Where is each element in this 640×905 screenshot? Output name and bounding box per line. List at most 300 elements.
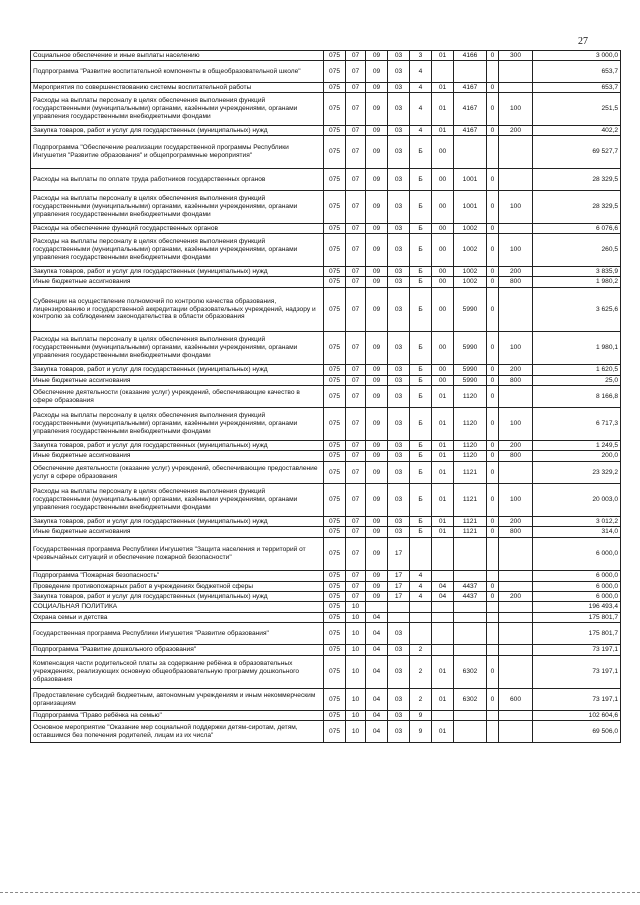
subsection-code-cell: 04 bbox=[366, 689, 388, 711]
direction-code-cell: 1002 bbox=[454, 234, 487, 267]
admin-code-cell: 075 bbox=[324, 517, 346, 527]
section-code-cell: 07 bbox=[346, 376, 366, 386]
admin-code-cell: 075 bbox=[324, 645, 346, 656]
subsection-code-cell: 09 bbox=[366, 288, 388, 332]
subsection-code-cell: 09 bbox=[366, 408, 388, 441]
table-row bbox=[31, 408, 621, 441]
table-row bbox=[31, 191, 621, 224]
expense-type-cell bbox=[499, 645, 533, 656]
admin-code-cell: 075 bbox=[324, 365, 346, 376]
subsection-code-cell: 09 bbox=[366, 83, 388, 93]
subprogram-code-cell: Б bbox=[410, 376, 432, 386]
section-code-cell: 10 bbox=[346, 689, 366, 711]
direction-code-cell: 1120 bbox=[454, 408, 487, 441]
program-code-cell: 03 bbox=[388, 527, 410, 538]
subprogram-code-cell: 4 bbox=[410, 93, 432, 126]
program-code-cell: 03 bbox=[388, 408, 410, 441]
direction-code-cell bbox=[454, 602, 487, 613]
program-code-cell: 03 bbox=[388, 386, 410, 408]
section-code-cell: 07 bbox=[346, 484, 366, 517]
section-code-cell: 07 bbox=[346, 386, 366, 408]
expense-type-cell bbox=[499, 623, 533, 645]
row-name-cell: Предоставление субсидий бюджетным, автономным учреждениям и иным некоммерческим организациям bbox=[31, 689, 324, 711]
subsection-code-cell: 09 bbox=[366, 267, 388, 277]
subprogram-code-cell: 9 bbox=[410, 721, 432, 743]
table-row bbox=[31, 613, 621, 623]
expense-type-cell: 100 bbox=[499, 234, 533, 267]
program-code-cell: 03 bbox=[388, 689, 410, 711]
expense-type-cell bbox=[499, 224, 533, 234]
table-row bbox=[31, 332, 621, 365]
activity-code-cell: 00 bbox=[432, 136, 454, 169]
extra-code-cell: 0 bbox=[487, 441, 499, 451]
program-code-cell: 03 bbox=[388, 83, 410, 93]
admin-code-cell: 075 bbox=[324, 721, 346, 743]
extra-code-cell bbox=[487, 571, 499, 582]
activity-code-cell: 00 bbox=[432, 365, 454, 376]
program-code-cell: 03 bbox=[388, 711, 410, 721]
program-code-cell: 03 bbox=[388, 267, 410, 277]
amount-cell: 28 329,5 bbox=[533, 169, 621, 191]
subprogram-code-cell: 4 bbox=[410, 592, 432, 602]
activity-code-cell: 00 bbox=[432, 191, 454, 224]
subsection-code-cell: 09 bbox=[366, 451, 388, 462]
section-code-cell: 07 bbox=[346, 365, 366, 376]
expense-type-cell bbox=[499, 571, 533, 582]
expense-type-cell: 200 bbox=[499, 592, 533, 602]
section-code-cell: 10 bbox=[346, 602, 366, 613]
section-code-cell: 07 bbox=[346, 224, 366, 234]
subsection-code-cell: 09 bbox=[366, 582, 388, 592]
program-code-cell: 03 bbox=[388, 376, 410, 386]
amount-cell: 73 197,1 bbox=[533, 656, 621, 689]
amount-cell: 73 197,1 bbox=[533, 689, 621, 711]
section-code-cell: 07 bbox=[346, 169, 366, 191]
section-code-cell: 07 bbox=[346, 527, 366, 538]
program-code-cell: 03 bbox=[388, 484, 410, 517]
program-code-cell: 03 bbox=[388, 169, 410, 191]
subprogram-code-cell bbox=[410, 613, 432, 623]
program-code-cell: 17 bbox=[388, 571, 410, 582]
program-code-cell: 03 bbox=[388, 61, 410, 83]
extra-code-cell bbox=[487, 61, 499, 83]
program-code-cell: 03 bbox=[388, 51, 410, 61]
section-code-cell: 10 bbox=[346, 656, 366, 689]
program-code-cell: 03 bbox=[388, 234, 410, 267]
activity-code-cell bbox=[432, 623, 454, 645]
admin-code-cell: 075 bbox=[324, 602, 346, 613]
section-code-cell: 07 bbox=[346, 451, 366, 462]
amount-cell: 260,5 bbox=[533, 234, 621, 267]
subsection-code-cell: 09 bbox=[366, 386, 388, 408]
activity-code-cell: 00 bbox=[432, 332, 454, 365]
admin-code-cell: 075 bbox=[324, 386, 346, 408]
subprogram-code-cell: 4 bbox=[410, 61, 432, 83]
direction-code-cell: 4437 bbox=[454, 592, 487, 602]
activity-code-cell: 00 bbox=[432, 169, 454, 191]
section-code-cell: 07 bbox=[346, 288, 366, 332]
activity-code-cell: 01 bbox=[432, 656, 454, 689]
expense-type-cell bbox=[499, 169, 533, 191]
expense-type-cell: 800 bbox=[499, 376, 533, 386]
activity-code-cell: 01 bbox=[432, 126, 454, 136]
subsection-code-cell: 09 bbox=[366, 224, 388, 234]
amount-cell: 653,7 bbox=[533, 83, 621, 93]
admin-code-cell: 075 bbox=[324, 623, 346, 645]
activity-code-cell: 00 bbox=[432, 277, 454, 288]
direction-code-cell: 1120 bbox=[454, 451, 487, 462]
row-name-cell: Расходы на выплаты персоналу в целях обеспечения выполнения функций государственными (муниципальными) органами, казёнными учреждениями, органами управления государственными внебюджетными фондами bbox=[31, 93, 324, 126]
row-name-cell: Субвенции на осуществление полномочий по контролю качества образования, лицензированию и государственной аккредитации образовательных учреждений, надзору и контролю за соблюдением законодательства в области образования bbox=[31, 288, 324, 332]
table-row bbox=[31, 527, 621, 538]
subprogram-code-cell: Б bbox=[410, 365, 432, 376]
subprogram-code-cell bbox=[410, 538, 432, 571]
direction-code-cell: 5990 bbox=[454, 288, 487, 332]
activity-code-cell bbox=[432, 571, 454, 582]
amount-cell: 3 000,0 bbox=[533, 51, 621, 61]
admin-code-cell: 075 bbox=[324, 332, 346, 365]
program-code-cell: 17 bbox=[388, 582, 410, 592]
amount-cell: 6 000,0 bbox=[533, 538, 621, 571]
amount-cell: 6 717,3 bbox=[533, 408, 621, 441]
section-code-cell: 07 bbox=[346, 234, 366, 267]
program-code-cell: 03 bbox=[388, 224, 410, 234]
extra-code-cell: 0 bbox=[487, 288, 499, 332]
row-name-cell: Подпрограмма "Право ребёнка на семью" bbox=[31, 711, 324, 721]
activity-code-cell: 01 bbox=[432, 51, 454, 61]
row-name-cell: Закупка товаров, работ и услуг для государственных (муниципальных) нужд bbox=[31, 517, 324, 527]
extra-code-cell: 0 bbox=[487, 234, 499, 267]
activity-code-cell: 01 bbox=[432, 721, 454, 743]
direction-code-cell bbox=[454, 623, 487, 645]
direction-code-cell bbox=[454, 613, 487, 623]
direction-code-cell: 1001 bbox=[454, 191, 487, 224]
subprogram-code-cell: Б bbox=[410, 169, 432, 191]
amount-cell: 200,0 bbox=[533, 451, 621, 462]
expense-type-cell: 200 bbox=[499, 517, 533, 527]
table-row bbox=[31, 484, 621, 517]
table-row bbox=[31, 462, 621, 484]
section-code-cell: 07 bbox=[346, 93, 366, 126]
row-name-cell: Государственная программа Республики Ингушетия "Защита населения и территорий от чрезвычайных ситуаций и обеспечение пожарной безопасности" bbox=[31, 538, 324, 571]
row-name-cell: Закупка товаров, работ и услуг для государственных (муниципальных) нужд bbox=[31, 592, 324, 602]
direction-code-cell bbox=[454, 571, 487, 582]
expense-type-cell bbox=[499, 288, 533, 332]
row-name-cell: Проведение противопожарных работ в учреждениях бюджетной сферы bbox=[31, 582, 324, 592]
extra-code-cell: 0 bbox=[487, 386, 499, 408]
admin-code-cell: 075 bbox=[324, 484, 346, 517]
amount-cell: 653,7 bbox=[533, 61, 621, 83]
footer-divider bbox=[0, 892, 640, 893]
direction-code-cell: 1002 bbox=[454, 277, 487, 288]
activity-code-cell: 01 bbox=[432, 484, 454, 517]
table-row bbox=[31, 721, 621, 743]
table-row bbox=[31, 267, 621, 277]
amount-cell: 23 329,2 bbox=[533, 462, 621, 484]
activity-code-cell bbox=[432, 602, 454, 613]
table-row bbox=[31, 451, 621, 462]
subprogram-code-cell: Б bbox=[410, 136, 432, 169]
subsection-code-cell: 09 bbox=[366, 527, 388, 538]
table-row bbox=[31, 711, 621, 721]
subsection-code-cell: 04 bbox=[366, 645, 388, 656]
subsection-code-cell: 09 bbox=[366, 484, 388, 517]
subprogram-code-cell: Б bbox=[410, 527, 432, 538]
direction-code-cell: 1120 bbox=[454, 386, 487, 408]
table-row bbox=[31, 288, 621, 332]
expense-type-cell bbox=[499, 613, 533, 623]
table-row bbox=[31, 571, 621, 582]
row-name-cell: Расходы на выплаты персоналу в целях обеспечения выполнения функций государственными (муниципальными) органами, казёнными учреждениями, органами управления государственными внебюджетными фондами bbox=[31, 332, 324, 365]
subsection-code-cell: 09 bbox=[366, 332, 388, 365]
section-code-cell: 07 bbox=[346, 592, 366, 602]
table-row bbox=[31, 234, 621, 267]
activity-code-cell: 01 bbox=[432, 408, 454, 441]
admin-code-cell: 075 bbox=[324, 169, 346, 191]
program-code-cell: 03 bbox=[388, 451, 410, 462]
table-row bbox=[31, 61, 621, 83]
amount-cell: 175 801,7 bbox=[533, 613, 621, 623]
expense-type-cell bbox=[499, 602, 533, 613]
admin-code-cell: 075 bbox=[324, 277, 346, 288]
amount-cell: 6 000,0 bbox=[533, 592, 621, 602]
subsection-code-cell: 09 bbox=[366, 277, 388, 288]
subprogram-code-cell: Б bbox=[410, 462, 432, 484]
expense-type-cell bbox=[499, 83, 533, 93]
expense-type-cell: 800 bbox=[499, 527, 533, 538]
activity-code-cell: 01 bbox=[432, 527, 454, 538]
expense-type-cell bbox=[499, 61, 533, 83]
amount-cell: 196 493,4 bbox=[533, 602, 621, 613]
extra-code-cell bbox=[487, 602, 499, 613]
section-code-cell: 07 bbox=[346, 51, 366, 61]
expense-type-cell: 100 bbox=[499, 484, 533, 517]
extra-code-cell: 0 bbox=[487, 365, 499, 376]
program-code-cell: 03 bbox=[388, 191, 410, 224]
subsection-code-cell: 09 bbox=[366, 592, 388, 602]
program-code-cell: 03 bbox=[388, 126, 410, 136]
subsection-code-cell: 09 bbox=[366, 234, 388, 267]
amount-cell: 73 197,1 bbox=[533, 645, 621, 656]
admin-code-cell: 075 bbox=[324, 408, 346, 441]
subsection-code-cell: 09 bbox=[366, 93, 388, 126]
extra-code-cell: 0 bbox=[487, 517, 499, 527]
program-code-cell: 03 bbox=[388, 645, 410, 656]
subsection-code-cell: 09 bbox=[366, 136, 388, 169]
subsection-code-cell: 09 bbox=[366, 169, 388, 191]
table-row bbox=[31, 376, 621, 386]
activity-code-cell: 00 bbox=[432, 224, 454, 234]
activity-code-cell: 01 bbox=[432, 462, 454, 484]
amount-cell: 6 000,0 bbox=[533, 571, 621, 582]
row-name-cell: Социальное обеспечение и иные выплаты населению bbox=[31, 51, 324, 61]
subprogram-code-cell: Б bbox=[410, 277, 432, 288]
table-row bbox=[31, 169, 621, 191]
admin-code-cell: 075 bbox=[324, 51, 346, 61]
amount-cell: 1 980,1 bbox=[533, 332, 621, 365]
extra-code-cell: 0 bbox=[487, 462, 499, 484]
amount-cell: 8 166,8 bbox=[533, 386, 621, 408]
row-name-cell: Компенсация части родительской платы за содержание ребёнка в образовательных учреждениях, реализующих основную общеобразовательную программу дошкольного образования bbox=[31, 656, 324, 689]
row-name-cell: Расходы на выплаты по оплате труда работников государственных органов bbox=[31, 169, 324, 191]
subsection-code-cell: 09 bbox=[366, 376, 388, 386]
activity-code-cell: 01 bbox=[432, 93, 454, 126]
budget-table bbox=[30, 50, 621, 743]
direction-code-cell: 1121 bbox=[454, 517, 487, 527]
table-row bbox=[31, 602, 621, 613]
expense-type-cell bbox=[499, 711, 533, 721]
row-name-cell: Основное мероприятие "Оказание мер социальной поддержки детям-сиротам, детям, оставшимся без попечения родителей, лицам из их числа" bbox=[31, 721, 324, 743]
activity-code-cell: 00 bbox=[432, 288, 454, 332]
table-row bbox=[31, 51, 621, 61]
section-code-cell: 07 bbox=[346, 517, 366, 527]
subsection-code-cell: 04 bbox=[366, 613, 388, 623]
amount-cell: 6 076,6 bbox=[533, 224, 621, 234]
row-name-cell: Иные бюджетные ассигнования bbox=[31, 527, 324, 538]
subsection-code-cell: 09 bbox=[366, 126, 388, 136]
row-name-cell: Иные бюджетные ассигнования bbox=[31, 451, 324, 462]
extra-code-cell: 0 bbox=[487, 582, 499, 592]
row-name-cell: Мероприятия по совершенствованию системы воспитательной работы bbox=[31, 83, 324, 93]
extra-code-cell bbox=[487, 721, 499, 743]
activity-code-cell: 00 bbox=[432, 267, 454, 277]
section-code-cell: 07 bbox=[346, 61, 366, 83]
program-code-cell: 03 bbox=[388, 365, 410, 376]
extra-code-cell: 0 bbox=[487, 83, 499, 93]
program-code-cell bbox=[388, 613, 410, 623]
section-code-cell: 07 bbox=[346, 582, 366, 592]
direction-code-cell: 4167 bbox=[454, 93, 487, 126]
expense-type-cell bbox=[499, 721, 533, 743]
row-name-cell: Расходы на выплаты персоналу в целях обеспечения выполнения функций государственными (муниципальными) органами, казёнными учреждениями, органами управления государственными внебюджетными фондами bbox=[31, 191, 324, 224]
admin-code-cell: 075 bbox=[324, 126, 346, 136]
activity-code-cell: 01 bbox=[432, 517, 454, 527]
row-name-cell: Подпрограмма "Обеспечение реализации государственной программы Республики Ингушетия "Развитие образования" и общепрограммные мероприятия" bbox=[31, 136, 324, 169]
program-code-cell: 03 bbox=[388, 332, 410, 365]
direction-code-cell: 1121 bbox=[454, 484, 487, 517]
subprogram-code-cell: 4 bbox=[410, 582, 432, 592]
section-code-cell: 07 bbox=[346, 332, 366, 365]
program-code-cell: 03 bbox=[388, 288, 410, 332]
row-name-cell: Подпрограмма "Пожарная безопасность" bbox=[31, 571, 324, 582]
program-code-cell: 03 bbox=[388, 721, 410, 743]
extra-code-cell: 0 bbox=[487, 332, 499, 365]
expense-type-cell bbox=[499, 462, 533, 484]
activity-code-cell bbox=[432, 61, 454, 83]
subprogram-code-cell: Б bbox=[410, 484, 432, 517]
row-name-cell: Государственная программа Республики Ингушетия "Развитие образования" bbox=[31, 623, 324, 645]
extra-code-cell: 0 bbox=[487, 656, 499, 689]
extra-code-cell: 0 bbox=[487, 191, 499, 224]
admin-code-cell: 075 bbox=[324, 224, 346, 234]
amount-cell: 69 527,7 bbox=[533, 136, 621, 169]
expense-type-cell: 800 bbox=[499, 277, 533, 288]
extra-code-cell: 0 bbox=[487, 93, 499, 126]
row-name-cell: Расходы на обеспечение функций государственных органов bbox=[31, 224, 324, 234]
table-row bbox=[31, 136, 621, 169]
amount-cell: 3 625,6 bbox=[533, 288, 621, 332]
section-code-cell: 07 bbox=[346, 126, 366, 136]
amount-cell: 25,0 bbox=[533, 376, 621, 386]
expense-type-cell bbox=[499, 386, 533, 408]
extra-code-cell: 0 bbox=[487, 51, 499, 61]
direction-code-cell bbox=[454, 721, 487, 743]
amount-cell: 251,5 bbox=[533, 93, 621, 126]
direction-code-cell: 1120 bbox=[454, 441, 487, 451]
table-row bbox=[31, 645, 621, 656]
row-name-cell: Закупка товаров, работ и услуг для государственных (муниципальных) нужд bbox=[31, 126, 324, 136]
direction-code-cell: 4437 bbox=[454, 582, 487, 592]
table-row bbox=[31, 582, 621, 592]
table-row bbox=[31, 386, 621, 408]
direction-code-cell: 6302 bbox=[454, 656, 487, 689]
table-row bbox=[31, 538, 621, 571]
activity-code-cell: 01 bbox=[432, 83, 454, 93]
subprogram-code-cell: Б bbox=[410, 288, 432, 332]
admin-code-cell: 075 bbox=[324, 613, 346, 623]
section-code-cell: 10 bbox=[346, 711, 366, 721]
page-number: 27 bbox=[578, 36, 588, 47]
subprogram-code-cell: Б bbox=[410, 191, 432, 224]
extra-code-cell: 0 bbox=[487, 484, 499, 517]
expense-type-cell: 600 bbox=[499, 689, 533, 711]
amount-cell: 175 801,7 bbox=[533, 623, 621, 645]
subsection-code-cell: 04 bbox=[366, 711, 388, 721]
row-name-cell: Обеспечение деятельности (оказание услуг) учреждений, обеспечивающие качество в сфере образования bbox=[31, 386, 324, 408]
direction-code-cell bbox=[454, 538, 487, 571]
direction-code-cell bbox=[454, 711, 487, 721]
section-code-cell: 07 bbox=[346, 277, 366, 288]
admin-code-cell: 075 bbox=[324, 93, 346, 126]
activity-code-cell bbox=[432, 613, 454, 623]
expense-type-cell bbox=[499, 538, 533, 571]
table-row bbox=[31, 689, 621, 711]
program-code-cell: 03 bbox=[388, 462, 410, 484]
expense-type-cell: 100 bbox=[499, 332, 533, 365]
subsection-code-cell: 09 bbox=[366, 191, 388, 224]
expense-type-cell: 100 bbox=[499, 191, 533, 224]
subprogram-code-cell: 3 bbox=[410, 51, 432, 61]
subprogram-code-cell: Б bbox=[410, 441, 432, 451]
row-name-cell: Закупка товаров, работ и услуг для государственных (муниципальных) нужд bbox=[31, 365, 324, 376]
admin-code-cell: 075 bbox=[324, 191, 346, 224]
admin-code-cell: 075 bbox=[324, 571, 346, 582]
amount-cell: 3 835,9 bbox=[533, 267, 621, 277]
amount-cell: 402,2 bbox=[533, 126, 621, 136]
direction-code-cell bbox=[454, 645, 487, 656]
extra-code-cell: 0 bbox=[487, 408, 499, 441]
direction-code-cell bbox=[454, 61, 487, 83]
section-code-cell: 07 bbox=[346, 408, 366, 441]
row-name-cell: Закупка товаров, работ и услуг для государственных (муниципальных) нужд bbox=[31, 267, 324, 277]
admin-code-cell: 075 bbox=[324, 451, 346, 462]
admin-code-cell: 075 bbox=[324, 592, 346, 602]
section-code-cell: 07 bbox=[346, 83, 366, 93]
budget-table-body bbox=[31, 51, 621, 743]
subsection-code-cell: 09 bbox=[366, 441, 388, 451]
table-row bbox=[31, 365, 621, 376]
expense-type-cell: 800 bbox=[499, 451, 533, 462]
amount-cell: 69 506,0 bbox=[533, 721, 621, 743]
row-name-cell: СОЦИАЛЬНАЯ ПОЛИТИКА bbox=[31, 602, 324, 613]
direction-code-cell: 5990 bbox=[454, 365, 487, 376]
subsection-code-cell: 04 bbox=[366, 623, 388, 645]
admin-code-cell: 075 bbox=[324, 376, 346, 386]
section-code-cell: 07 bbox=[346, 462, 366, 484]
subprogram-code-cell bbox=[410, 602, 432, 613]
subsection-code-cell: 04 bbox=[366, 656, 388, 689]
program-code-cell: 03 bbox=[388, 277, 410, 288]
